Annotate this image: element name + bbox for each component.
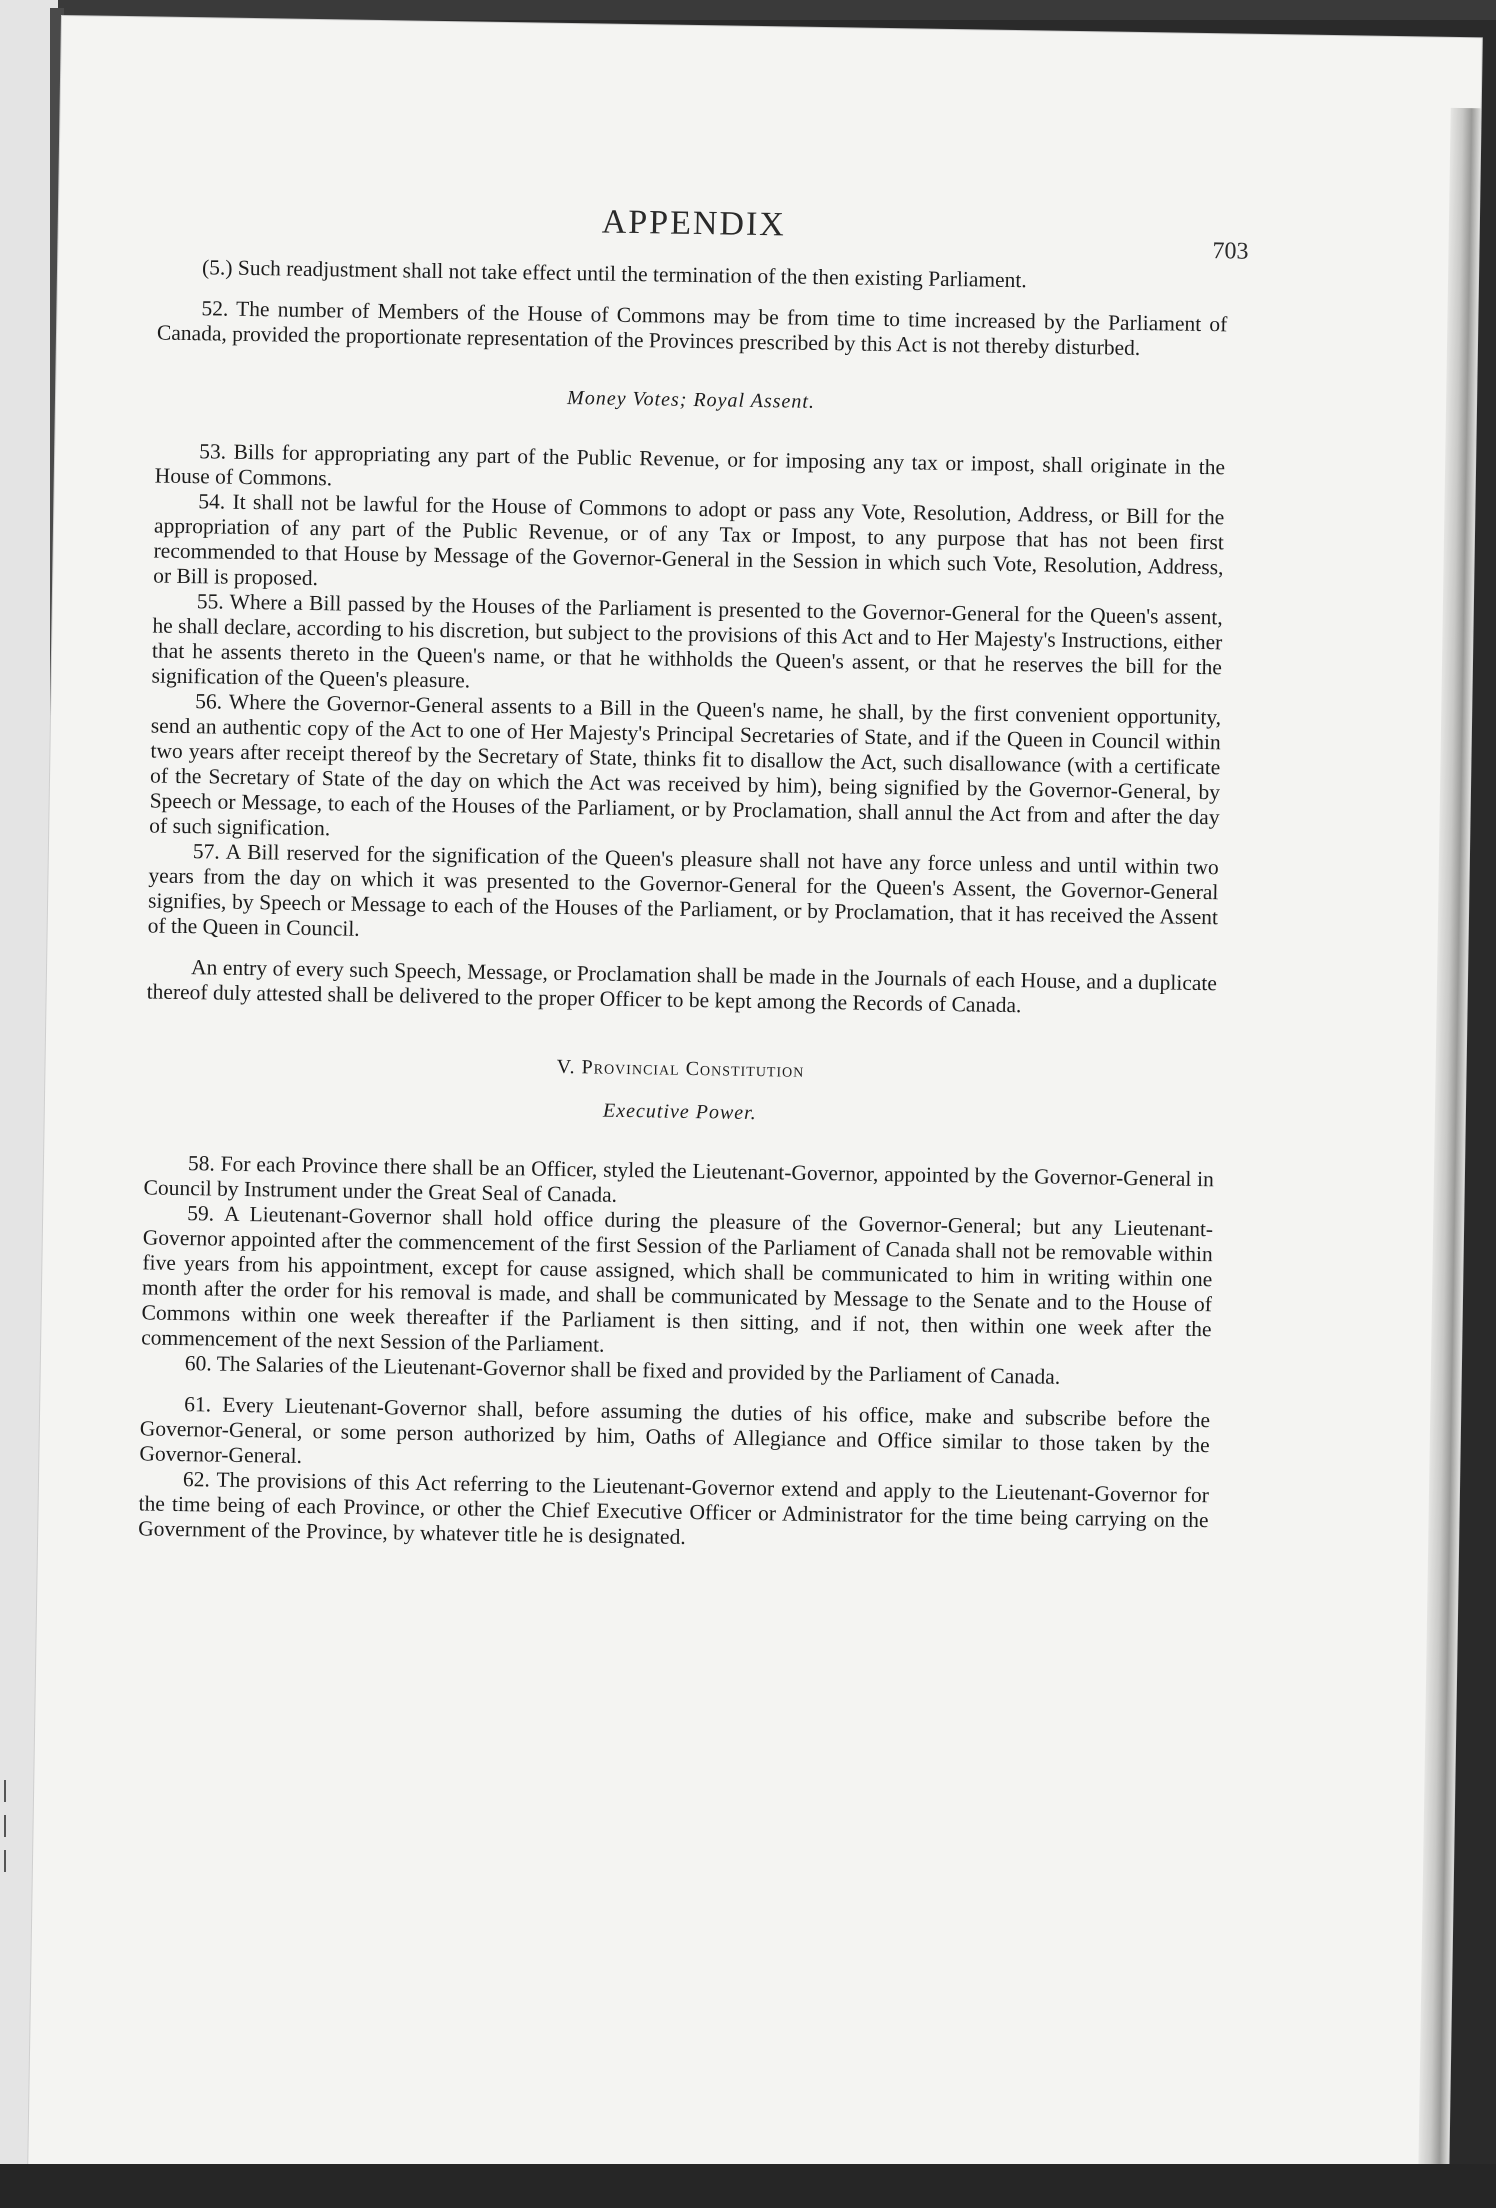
paragraph-57: 57. A Bill reserved for the signification of the Queen's pleasure shall not have any force unless and until within two years from the day on which it was presented to the Governor-General for the Queen's Assent, the Governor-General signifies, by Speech or Message to each of the Houses of the Parliament, or by Proclamation, that it has received the Assent of the Queen in Council. bbox=[147, 839, 1219, 941]
paragraph-entry: An entry of every such Speech, Message, or Proclamation shall be made in the Journals of each House, and a duplicate thereof duly attested shall be delivered to the proper Officer to be kept among the Records of Canada. bbox=[146, 955, 1218, 1018]
scan-bottom-edge bbox=[0, 2164, 1496, 2208]
paragraph-59: 59. A Lieutenant-Governor shall hold office during the pleasure of the Governor-General; but any Lieutenant-Governor appointed after the commencement of the first Session of the Parliament of Canada shall not be removable within five years from his appointment, except for cause assigned, which shall be communicated to him in writing within one month after the order for his removal is made, and shall be communicated by Message to the Senate and to the House of Commons within one week thereafter if the Parliament is then sitting, and if not, then within one week after the commencement of the next Session of the Parliament. bbox=[141, 1201, 1214, 1357]
paragraph-61: 61. Every Lieutenant-Governor shall, before assuming the duties of his office, make and subscribe before the Governor-General, or some person authorized by him, Oaths of Allegiance and Office similar to those taken by the Governor-General. bbox=[139, 1392, 1211, 1468]
page-edge-shadow bbox=[1418, 108, 1481, 2188]
paragraph-55: 55. Where a Bill passed by the Houses of the Parliament is presented to the Governor-General for the Queen's assent, he shall declare, according to his discretion, but subject to the provisions of this Act and to Her Majesty's Instructions, either that he assents thereto in the Queen's name, or that he withholds the Queen's assent, or that he reserves the bill for the signification of the Queen's pleasure. bbox=[151, 589, 1223, 693]
margin-mark bbox=[4, 1780, 6, 1802]
subheading-money-votes: Money Votes; Royal Assent. bbox=[566, 386, 816, 413]
paragraph-52: 52. The number of Members of the House of Commons may be from time to time increased by the Parliament of Canada, provided the proportionate representation of the Provinces prescribed by this Act is not thereby disturbed. bbox=[156, 296, 1228, 360]
margin-mark bbox=[4, 1850, 6, 1872]
paragraph-5: (5.) Such readjustment shall not take effect until the termination of the then existing Parliament. bbox=[201, 255, 1027, 293]
subheading-executive-power: Executive Power. bbox=[602, 1099, 757, 1125]
page-number: 703 bbox=[1212, 238, 1249, 265]
paragraph-62: 62. The provisions of this Act referring to the Lieutenant-Governor extend and apply to the Lieutenant-Governor for the time being of each Province, or other the Chief Executive Officer or Administrator for the time being carrying on the Government of the Province, by whatever title he is designated. bbox=[138, 1467, 1210, 1549]
page-content bbox=[138, 203, 1249, 1559]
book-page bbox=[28, 16, 1482, 2188]
paragraph-58: 58. For each Province there shall be an Officer, styled the Lieutenant-Governor, appointed by the Governor-General in Council by Instrument under the Great Seal of Canada. bbox=[143, 1151, 1215, 1207]
paragraph-60: 60. The Salaries of the Lieutenant-Governor shall be fixed and provided by the Parliament of Canada. bbox=[184, 1351, 1061, 1389]
paragraph-56: 56. Where the Governor-General assents to a Bill in the Queen's name, he shall, by the first convenient opportunity, send an authentic copy of the Act to one of Her Majesty's Principal Secretaries of State, and if the Queen in Council within two years after receipt thereof by the Secretary of State, thinks fit to disallow the Act, such disallowance (with a certificate of the Secretary of State of the day on which the Act was received by him), being signified by the Governor-General, by Speech or Message, to each of the Houses of the Parliament, or by Proclamation, shall annul the Act from and after the day of such signification. bbox=[149, 689, 1222, 841]
margin-mark bbox=[4, 1815, 6, 1837]
paragraph-53: 53. Bills for appropriating any part of the Public Revenue, or for imposing any tax or impost, shall originate in the House of Commons. bbox=[154, 439, 1226, 491]
paragraph-54: 54. It shall not be lawful for the House of Commons to adopt or pass any Vote, Resolution, Address, or Bill for the appropriation of any part of the Public Revenue, or of any Tax or Impost, to any purpose that has not been first recommended to that House by Message of the Governor-General in the Session in which such Vote, Resolution, Address, or Bill is proposed. bbox=[153, 489, 1225, 591]
scan-top-edge bbox=[0, 0, 1496, 20]
page-title: APPENDIX bbox=[601, 203, 787, 244]
section-heading-provincial-constitution: V. Provincial Constitution bbox=[556, 1055, 805, 1082]
